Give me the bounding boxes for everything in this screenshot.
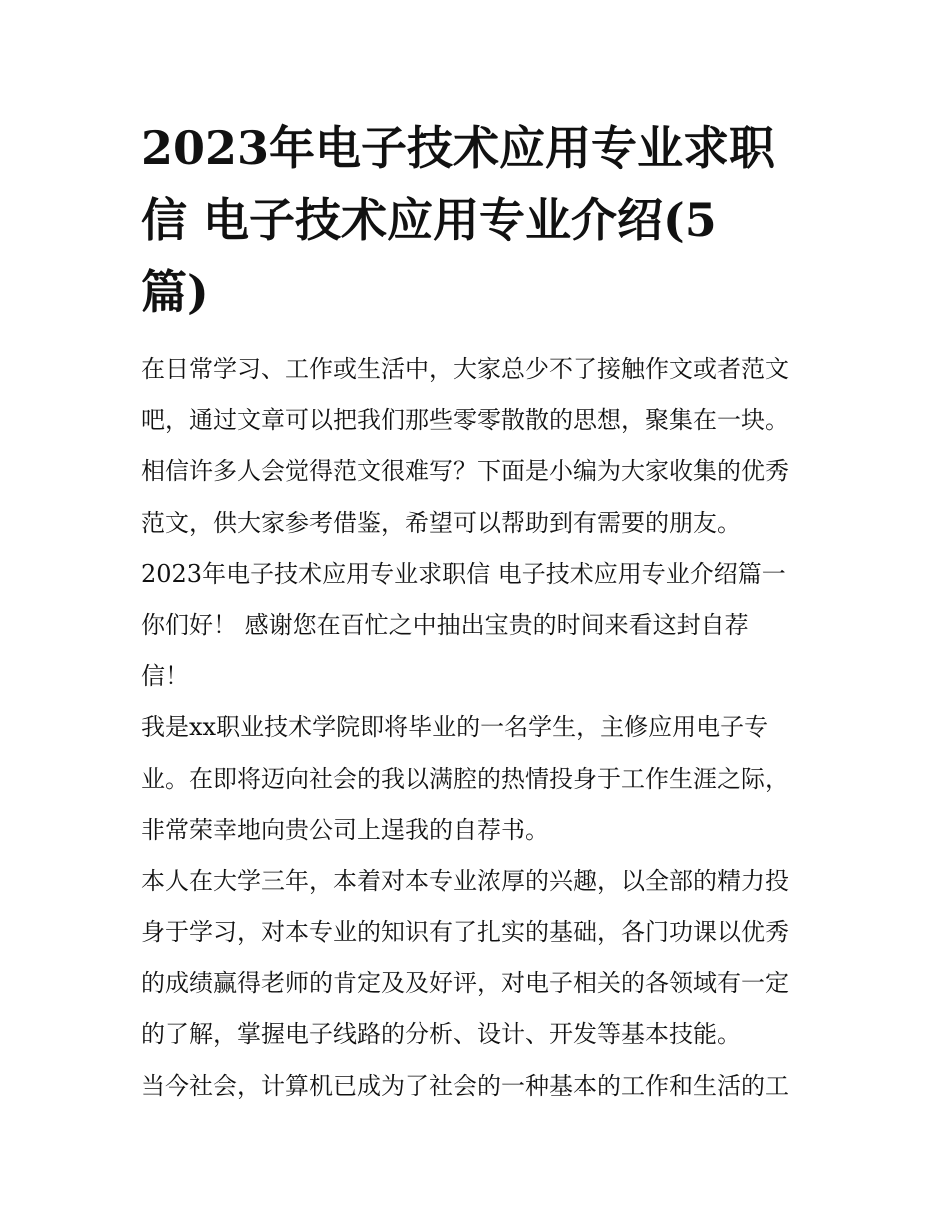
intro-line: 范文，供大家参考借鉴，希望可以帮助到有需要的朋友。 bbox=[141, 508, 741, 537]
paragraph-line: 当今社会，计算机已成为了社会的一种基本的工作和生活的工 bbox=[141, 1071, 789, 1100]
title-line: 信 电子技术应用专业介绍(5 bbox=[141, 193, 717, 247]
title-line: 篇) bbox=[141, 265, 209, 319]
paragraph-line: 身于学习，对本专业的知识有了扎实的基础，各门功课以优秀 bbox=[141, 918, 789, 947]
paragraph-line: 的了解，掌握电子线路的分析、设计、开发等基本技能。 bbox=[141, 1020, 741, 1049]
paragraph-line: 业。在即将迈向社会的我以满腔的热情投身于工作生涯之际， bbox=[141, 764, 789, 793]
intro-line: 在日常学习、工作或生活中，大家总少不了接触作文或者范文 bbox=[141, 355, 789, 383]
document-page bbox=[141, 112, 816, 1112]
title-line: 2023年电子技术应用专业求职 bbox=[141, 121, 776, 175]
greeting-line: 你们好！ 感谢您在百忙之中抽出宝贵的时间来看这封自荐 bbox=[141, 610, 749, 639]
greeting-line: 信！ bbox=[141, 662, 189, 691]
intro-line: 吧，通过文章可以把我们那些零零散散的思想，聚集在一块。 bbox=[141, 406, 789, 435]
paragraph-line: 本人在大学三年，本着对本专业浓厚的兴趣，以全部的精力投 bbox=[141, 866, 789, 895]
document-body bbox=[141, 344, 816, 1112]
document-title bbox=[141, 112, 816, 328]
section-heading: 2023年电子技术应用专业求职信 电子技术应用专业介绍篇一 bbox=[141, 559, 786, 588]
intro-line: 相信许多人会觉得范文很难写？下面是小编为大家收集的优秀 bbox=[141, 457, 789, 486]
paragraph-line: 我是xx职业技术学院即将毕业的一名学生，主修应用电子专 bbox=[141, 713, 769, 742]
paragraph-line: 的成绩赢得老师的肯定及及好评，对电子相关的各领域有一定 bbox=[141, 969, 789, 998]
paragraph-line: 非常荣幸地向贵公司上逞我的自荐书。 bbox=[141, 815, 549, 844]
